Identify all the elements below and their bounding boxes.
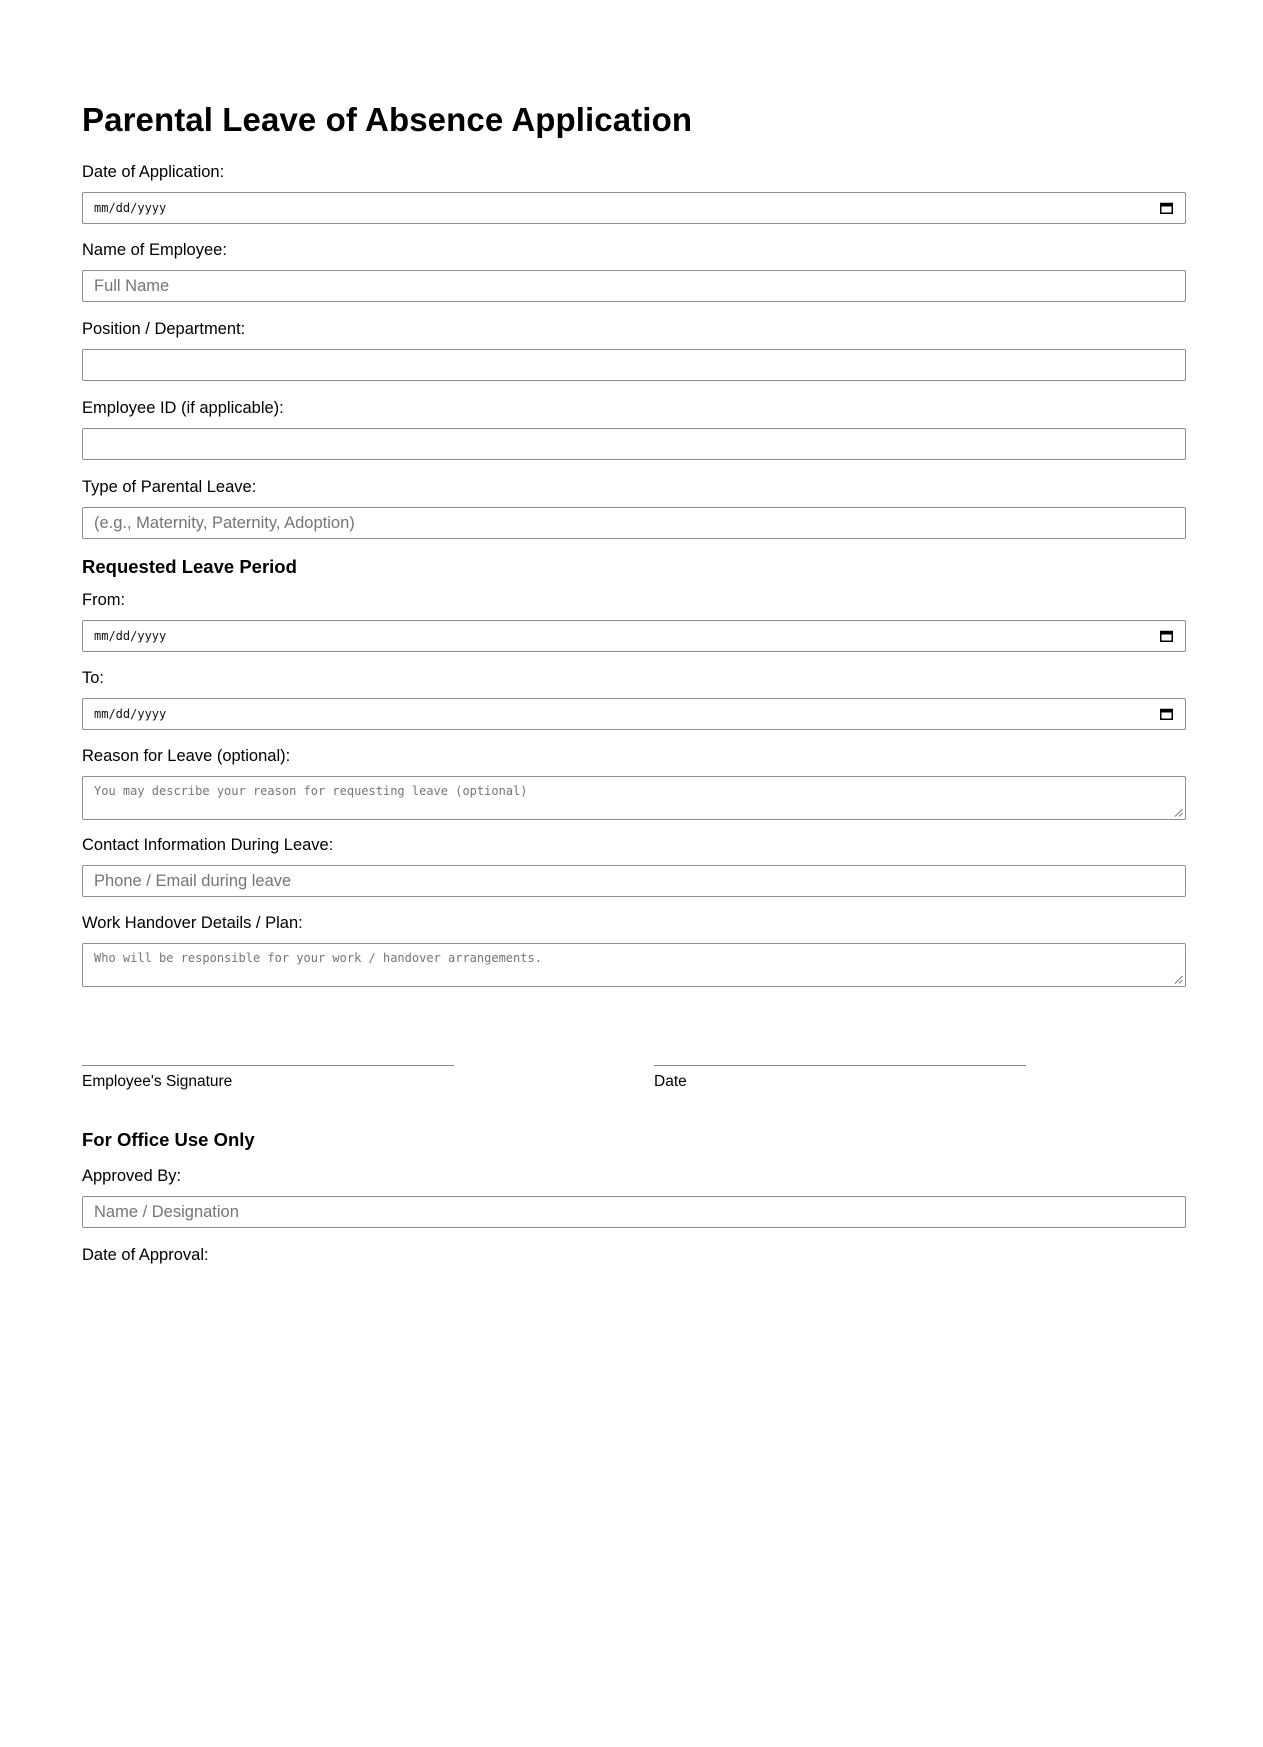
date-of-approval-label: Date of Approval: — [82, 1246, 209, 1264]
leave-application-form — [82, 96, 1186, 1275]
reason-field — [82, 746, 1186, 820]
approved-by-input[interactable] — [82, 1196, 1186, 1228]
date-of-application-field — [82, 162, 1186, 224]
reason-textarea[interactable] — [82, 776, 1186, 820]
leave-to-value: mm/dd/yyyy — [94, 707, 167, 721]
office-use-heading: For Office Use Only — [82, 1129, 255, 1150]
leave-period-heading: Requested Leave Period — [82, 556, 297, 577]
approved-by-label: Approved By: — [82, 1167, 182, 1185]
employee-id-label: Employee ID (if applicable): — [82, 399, 284, 417]
employee-name-label: Name of Employee: — [82, 241, 227, 259]
leave-type-placeholder: (e.g., Maternity, Paternity, Adoption) — [94, 513, 355, 532]
leave-to-input[interactable] — [82, 698, 1186, 730]
leave-from-value: mm/dd/yyyy — [94, 629, 167, 643]
reason-placeholder: You may describe your reason for requesting leave (optional) — [94, 784, 528, 798]
employee-signature-block[interactable] — [82, 1065, 454, 1091]
signature-date-label: Date — [654, 1073, 687, 1090]
employee-id-field — [82, 398, 1186, 460]
date-of-application-input[interactable] — [82, 192, 1186, 224]
leave-from-field — [82, 590, 1186, 652]
leave-type-label: Type of Parental Leave: — [82, 478, 257, 496]
resize-grip-icon[interactable] — [1174, 975, 1183, 984]
contact-label: Contact Information During Leave: — [82, 836, 334, 854]
position-department-field — [82, 319, 1186, 381]
signature-line — [82, 1065, 454, 1066]
handover-placeholder: Who will be responsible for your work / handover arrangements. — [94, 951, 542, 965]
reason-label: Reason for Leave (optional): — [82, 747, 291, 765]
handover-label: Work Handover Details / Plan: — [82, 914, 303, 932]
calendar-icon[interactable] — [1160, 708, 1173, 720]
date-of-application-value: mm/dd/yyyy — [94, 201, 167, 215]
signature-date-block[interactable] — [654, 1065, 1026, 1091]
employee-id-input[interactable] — [82, 428, 1186, 460]
leave-type-field — [82, 477, 1186, 539]
approved-by-field — [82, 1166, 1186, 1228]
leave-to-field — [82, 668, 1186, 730]
handover-field — [82, 913, 1186, 987]
calendar-icon[interactable] — [1160, 630, 1173, 642]
signature-row — [82, 1065, 1186, 1105]
employee-name-field — [82, 240, 1186, 302]
leave-from-label: From: — [82, 591, 126, 609]
date-of-application-label: Date of Application: — [82, 163, 225, 181]
calendar-icon[interactable] — [1160, 202, 1173, 214]
resize-grip-icon[interactable] — [1174, 808, 1183, 817]
employee-name-input[interactable] — [82, 270, 1186, 302]
date-line — [654, 1065, 1026, 1066]
contact-placeholder: Phone / Email during leave — [94, 871, 292, 890]
employee-signature-label: Employee's Signature — [82, 1073, 233, 1090]
contact-input[interactable] — [82, 865, 1186, 897]
approved-by-placeholder: Name / Designation — [94, 1202, 239, 1221]
handover-textarea[interactable] — [82, 943, 1186, 987]
date-of-approval-field — [82, 1245, 1186, 1265]
position-department-input[interactable] — [82, 349, 1186, 381]
leave-type-input[interactable] — [82, 507, 1186, 539]
leave-to-label: To: — [82, 669, 105, 687]
contact-field — [82, 835, 1186, 897]
employee-name-placeholder: Full Name — [94, 276, 170, 295]
position-department-label: Position / Department: — [82, 320, 246, 338]
page-title: Parental Leave of Absence Application — [82, 101, 693, 138]
leave-from-input[interactable] — [82, 620, 1186, 652]
